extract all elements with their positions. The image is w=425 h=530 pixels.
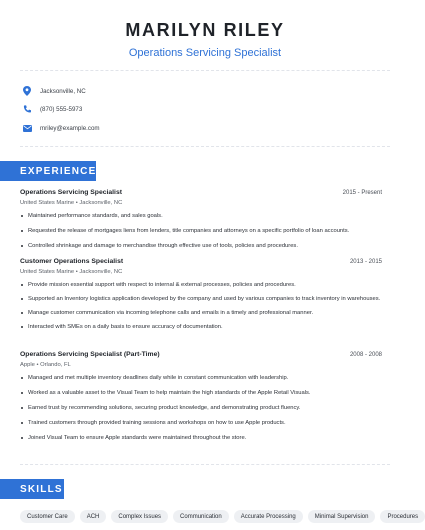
job-bullet: Trained customers through provided training sessions and workshops on how to use Apple products. bbox=[20, 419, 382, 427]
skill-pill: Accurate Processing bbox=[234, 510, 303, 523]
contact-email bbox=[22, 119, 100, 137]
skill-pill: Customer Care bbox=[20, 510, 75, 523]
job-company: United States Marine bbox=[20, 200, 75, 206]
job-bullet: Worked as a valuable asset to the Visual Team to help maintain the high standards of the Apple Retail Visuals. bbox=[20, 389, 382, 397]
candidate-role: Operations Servicing Specialist bbox=[128, 47, 282, 59]
contact-divider bbox=[20, 146, 390, 147]
skills-divider bbox=[20, 464, 390, 465]
job-title: Operations Servicing Specialist bbox=[20, 189, 122, 196]
job-company-line: United States Marine • Jacksonville, NC bbox=[20, 269, 123, 275]
job-bullet: Interacted with SMEs on a daily basis to ensure accuracy of documentation. bbox=[20, 323, 382, 331]
job-company-line: United States Marine • Jacksonville, NC bbox=[20, 200, 123, 206]
experience-entry bbox=[20, 189, 382, 250]
job-bullet: Supported an Inventory logistics application developed by the company and used by various companies to track inventory in warehouses. bbox=[20, 295, 382, 303]
job-bullet: Requested the release of mortgages liens from lenders, title companies and attorneys on a specific portfolio of loan accounts. bbox=[20, 227, 382, 235]
email-icon bbox=[22, 123, 32, 133]
contact-phone bbox=[22, 101, 100, 119]
job-location: Jacksonville, NC bbox=[79, 200, 123, 206]
job-title: Operations Servicing Specialist (Part-Time) bbox=[20, 351, 160, 358]
job-title: Customer Operations Specialist bbox=[20, 258, 124, 265]
job-company: Apple bbox=[20, 362, 35, 368]
job-company-line: Apple • Orlando, FL bbox=[20, 362, 71, 368]
job-dates: 2015 - Present bbox=[342, 190, 382, 196]
experience-heading: EXPERIENCE bbox=[0, 161, 96, 181]
job-bullet: Manage customer communication via incoming telephone calls and emails in a timely and professional manner. bbox=[20, 309, 382, 317]
skills-list bbox=[20, 510, 425, 523]
skill-pill: ACH bbox=[80, 510, 107, 523]
skill-pill: Procedures bbox=[380, 510, 425, 523]
contact-location bbox=[22, 82, 100, 100]
location-text: Jacksonville, NC bbox=[40, 87, 86, 95]
contact-list bbox=[22, 82, 100, 137]
email-text[interactable]: mriley@example.com bbox=[40, 124, 100, 132]
phone-icon bbox=[22, 105, 32, 115]
job-location: Jacksonville, NC bbox=[79, 269, 123, 275]
skill-pill: Communication bbox=[173, 510, 229, 523]
job-company: United States Marine bbox=[20, 269, 75, 275]
skill-pill: Minimal Supervision bbox=[308, 510, 376, 523]
experience-entry bbox=[20, 258, 382, 331]
job-bullet: Maintained performance standards, and sales goals. bbox=[20, 212, 382, 220]
header-divider bbox=[20, 70, 390, 71]
job-bullet: Earned trust by recommending solutions, securing product knowledge, and demonstrating product fluency. bbox=[20, 404, 382, 412]
experience-entry bbox=[20, 351, 382, 442]
job-bullet: Joined Visual Team to ensure Apple standards were maintained throughout the store. bbox=[20, 434, 382, 442]
phone-text[interactable]: (870) 555-5973 bbox=[40, 106, 83, 113]
job-dates: 2008 - 2008 bbox=[349, 352, 382, 358]
job-bullet: Provide mission essential support with respect to internal & external processes, policies and procedures. bbox=[20, 281, 382, 289]
job-bullet: Managed and met multiple inventory deadlines daily while in constant communication with leadership. bbox=[20, 374, 382, 382]
job-dates: 2013 - 2015 bbox=[349, 259, 382, 265]
job-location: Orlando, FL bbox=[40, 362, 71, 368]
skill-pill: Complex Issues bbox=[111, 510, 168, 523]
resume-header bbox=[0, 0, 410, 60]
job-bullet: Controlled shrinkage and damage to merchandise through effective use of tools, policies and procedures. bbox=[20, 242, 382, 250]
candidate-name: MARILYN RILEY bbox=[125, 20, 285, 40]
location-pin-icon bbox=[22, 86, 32, 96]
skills-heading: SKILLS bbox=[0, 479, 64, 499]
